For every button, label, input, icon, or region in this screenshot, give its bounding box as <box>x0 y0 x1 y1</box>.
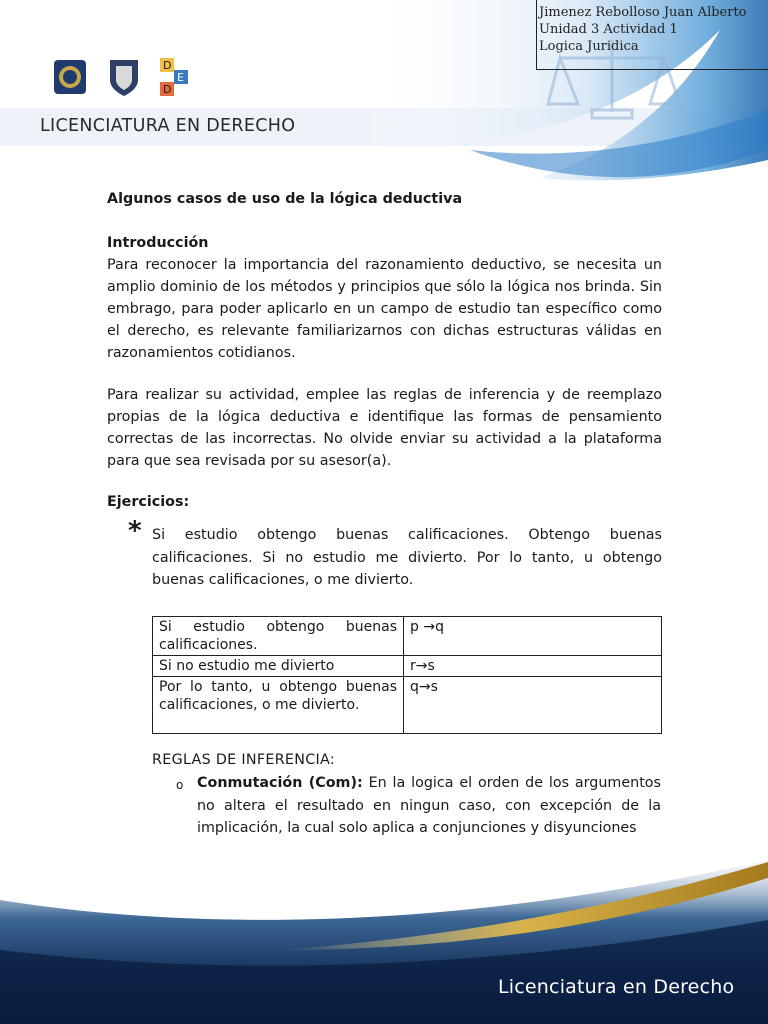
svg-text:E: E <box>177 71 184 84</box>
table-formula: q→s <box>404 677 662 734</box>
exercises-heading: Ejercicios: <box>107 494 190 510</box>
table-sentence: Si estudio obtengo buenas calificaciones. <box>153 617 404 656</box>
unam-seal-icon <box>52 56 88 98</box>
logic-table <box>152 616 662 734</box>
rule-item <box>197 772 661 840</box>
intro-paragraph-1: Para reconocer la importancia del razonamiento deductivo, se necesita un amplio dominio de los métodos y principios que sólo la lógica nos brinda. Sin embrago, para poder aplicarlo en un campo de estudio tan específico como el derecho, es relevante familiarizarnos con dichas estructuras válidas en razonamientos cotidianos. <box>107 257 662 361</box>
rule-name: Conmutación (Com): <box>197 775 363 791</box>
table-sentence: Por lo tanto, u obtengo buenas calificaciones, o me divierto. <box>153 677 404 734</box>
table-sentence: Si no estudio me divierto <box>153 656 404 677</box>
intro-paragraph-2: Para realizar su actividad, emplee las reglas de inferencia y de reemplazo propias de la lógica deductiva e identifique las formas de pensamiento correctas de las incorrectas. No olvide enviar su actividad a la plataforma para que sea revisada por su asesor(a). <box>107 387 662 469</box>
document-title: Algunos casos de uso de la lógica deductiva <box>107 191 463 207</box>
school-shield-icon <box>106 56 142 98</box>
ded-logo-icon <box>156 56 192 98</box>
table-row <box>153 617 662 656</box>
table-row <box>153 677 662 734</box>
subject-name: Logica Juridica <box>539 39 639 54</box>
exercise-marker: * <box>128 516 142 546</box>
table-formula: r→s <box>404 656 662 677</box>
student-name: Jimenez Rebolloso Juan Alberto <box>539 5 747 20</box>
footer-title: Licenciatura en Derecho <box>498 976 735 998</box>
rules-heading: REGLAS DE INFERENCIA: <box>152 752 336 768</box>
intro-heading: Introducción <box>107 235 209 251</box>
rule-bullet: o <box>176 778 184 792</box>
activity-unit: Unidad 3 Actividad 1 <box>539 22 678 37</box>
table-formula: p →q <box>404 617 662 656</box>
rule-description: En la logica el orden de los argumentos no altera el resultado en ningun caso, con excepción de la implicación, la cual solo aplica a conjunciones y disyunciones <box>197 775 662 836</box>
svg-text:D: D <box>163 83 172 96</box>
program-title: LICENCIATURA EN DERECHO <box>40 116 296 136</box>
svg-text:D: D <box>163 59 172 72</box>
exercise-text: Si estudio obtengo buenas calificaciones. Obtengo buenas calificaciones. Si no estudio me divierto. Por lo tanto, u obtengo buenas calificaciones, o me divierto. <box>152 527 662 588</box>
student-info-box <box>536 0 768 70</box>
table-row <box>153 656 662 677</box>
